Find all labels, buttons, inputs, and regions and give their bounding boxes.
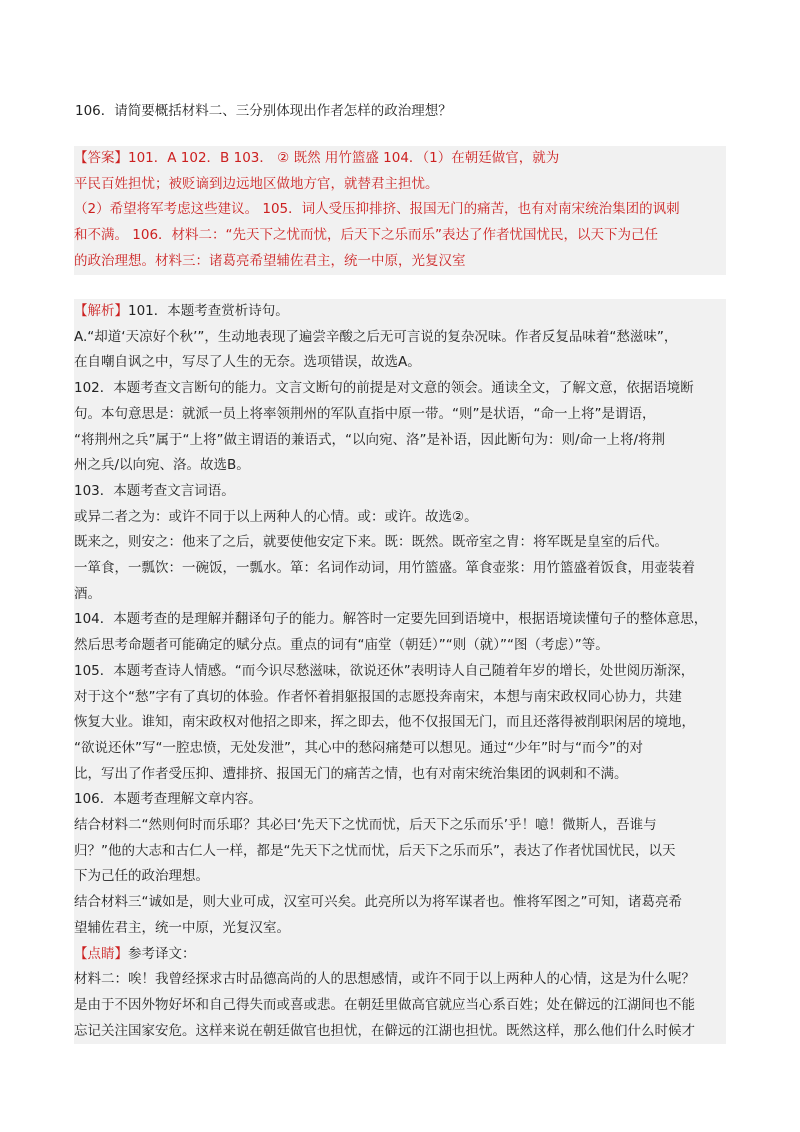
analysis-line: A.“却道‘天凉好个秋’”，生动地表现了遍尝辛酸之后无可言说的复杂况味。作者反复品味着“愁滋味”，: [74, 325, 726, 351]
answer-line-4: 和不满。 106．材料二：“先天下之忧而忧，后天下之乐而乐”表达了作者忧国忧民，以天下为己任: [74, 223, 726, 249]
analysis-line: 下为己任的政治理想。: [74, 864, 726, 890]
analysis-line: 既来之，则安之：他来了之后，就要使他安定下来。既：既然。既帝室之胄：将军既是皇室的后代。: [74, 530, 726, 556]
analysis-line: 然后思考命题者可能确定的赋分点。重点的词有“庙堂（朝廷）”“则（就）”“图（考虑）”等。: [74, 633, 726, 659]
analysis-line: 望辅佐君主，统一中原，光复汉室。: [74, 916, 726, 942]
analysis-line: 结合材料三“诚如是，则大业可成，汉室可兴矣。此亮所以为将军谋者也。惟将军图之”可知，诸葛亮希: [74, 890, 726, 916]
analysis-line: 酒。: [74, 582, 726, 608]
translation-line: 材料二：唉！我曾经探求古时品德高尚的人的思想感情，或许不同于以上两种人的心情，这是为什么呢？: [74, 967, 726, 993]
answer-tag: 【答案】: [74, 150, 128, 166]
analysis-line: 对于这个“愁”字有了真切的体验。作者怀着捐躯报国的志愿投奔南宋，本想与南宋政权同心协力，共建: [74, 685, 726, 711]
analysis-tag: 【解析】: [74, 303, 128, 319]
question-106: 106．请简要概括材料二、三分别体现出作者怎样的政治理想？: [75, 103, 452, 119]
analysis-line: 比，写出了作者受压抑、遭排挤、报国无门的痛苦之情，也有对南宋统治集团的讽刺和不满。: [74, 762, 726, 788]
analysis-line: 105．本题考查诗人情感。“而今识尽愁滋味，欲说还休”表明诗人自己随着年岁的增长，处世阅历渐深，: [74, 659, 726, 685]
answer-line-5: 的政治理想。材料三：诸葛亮希望辅佐君主，统一中原，光复汉室: [74, 249, 726, 275]
analysis-line: 一箪食，一瓢饮：一碗饭，一瓢水。箪：名词作动词，用竹篮盛。箪食壶浆：用竹篮盛着饭食，用壶装着: [74, 556, 726, 582]
analysis-line: 104．本题考查的是理解并翻译句子的能力。解答时一定要先回到语境中，根据语境读懂句子的整体意思，: [74, 607, 726, 633]
analysis-line: 或异二者之为：或许不同于以上两种人的心情。或：或许。故选②。: [74, 505, 726, 531]
answer-line-1: 【答案】101．A 102．B 103． ② 既然 用竹篮盛 104．（1）在朝廷做官，就为: [74, 146, 726, 172]
analysis-line: 句。本句意思是：就派一员上将率领荆州的军队直指中原一带。“则”是状语，“命一上将”是谓语，: [74, 402, 726, 428]
analysis-line: “欲说还休”写“一腔忠愤，无处发泄”，其心中的愁闷痛楚可以想见。通过“少年”时与“而今”的对: [74, 736, 726, 762]
translation-line: 忘记关注国家安危。这样来说在朝廷做官也担忧，在僻远的江湖也担忧。既然这样，那么他们什么时候才: [74, 1019, 726, 1045]
answer-block: [74, 146, 726, 275]
tip-tag: 【点睛】: [74, 945, 128, 962]
analysis-line: 结合材料二“然则何时而乐耶？其必曰‘先天下之忧而忧，后天下之乐而乐’乎！噫！微斯人，吾谁与: [74, 813, 726, 839]
analysis-line: 103．本题考查文言词语。: [74, 479, 726, 505]
tip-heading: 【点睛】参考译文：: [74, 942, 726, 968]
analysis-line: 州之兵/以向宛、洛。故选B。: [74, 453, 726, 479]
analysis-line: 102．本题考查文言断句的能力。文言文断句的前提是对文意的领会。通读全文，了解文意，依据语境断: [74, 376, 726, 402]
answer-line-3: （2）希望将军考虑这些建议。 105．词人受压抑排挤、报国无门的痛苦，也有对南宋统治集团的讽刺: [74, 197, 726, 223]
answer-line-2: 平民百姓担忧；被贬谪到边远地区做地方官，就替君主担忧。: [74, 172, 726, 198]
analysis-line: 106．本题考查理解文章内容。: [74, 787, 726, 813]
analysis-heading: 【解析】101．本题考查赏析诗句。: [74, 299, 726, 325]
analysis-block: [74, 299, 726, 1044]
analysis-line: 恢复大业。谁知，南宋政权对他招之即来，挥之即去，他不仅报国无门，而且还落得被削职闲居的境地，: [74, 710, 726, 736]
analysis-line: 归？”他的大志和古仁人一样，都是“先天下之忧而忧，后天下之乐而乐”，表达了作者忧国忧民，以天: [74, 839, 726, 865]
translation-line: 是由于不因外物好坏和自己得失而或喜或悲。在朝廷里做高官就应当心系百姓；处在僻远的江湖间也不能: [74, 993, 726, 1019]
analysis-line: 在自嘲自讽之中，写尽了人生的无奈。选项错误，故选A。: [74, 350, 726, 376]
analysis-line: “将荆州之兵”属于“上将”做主谓语的兼语式，“以向宛、洛”是补语，因此断句为：则/命一上将/将荆: [74, 428, 726, 454]
